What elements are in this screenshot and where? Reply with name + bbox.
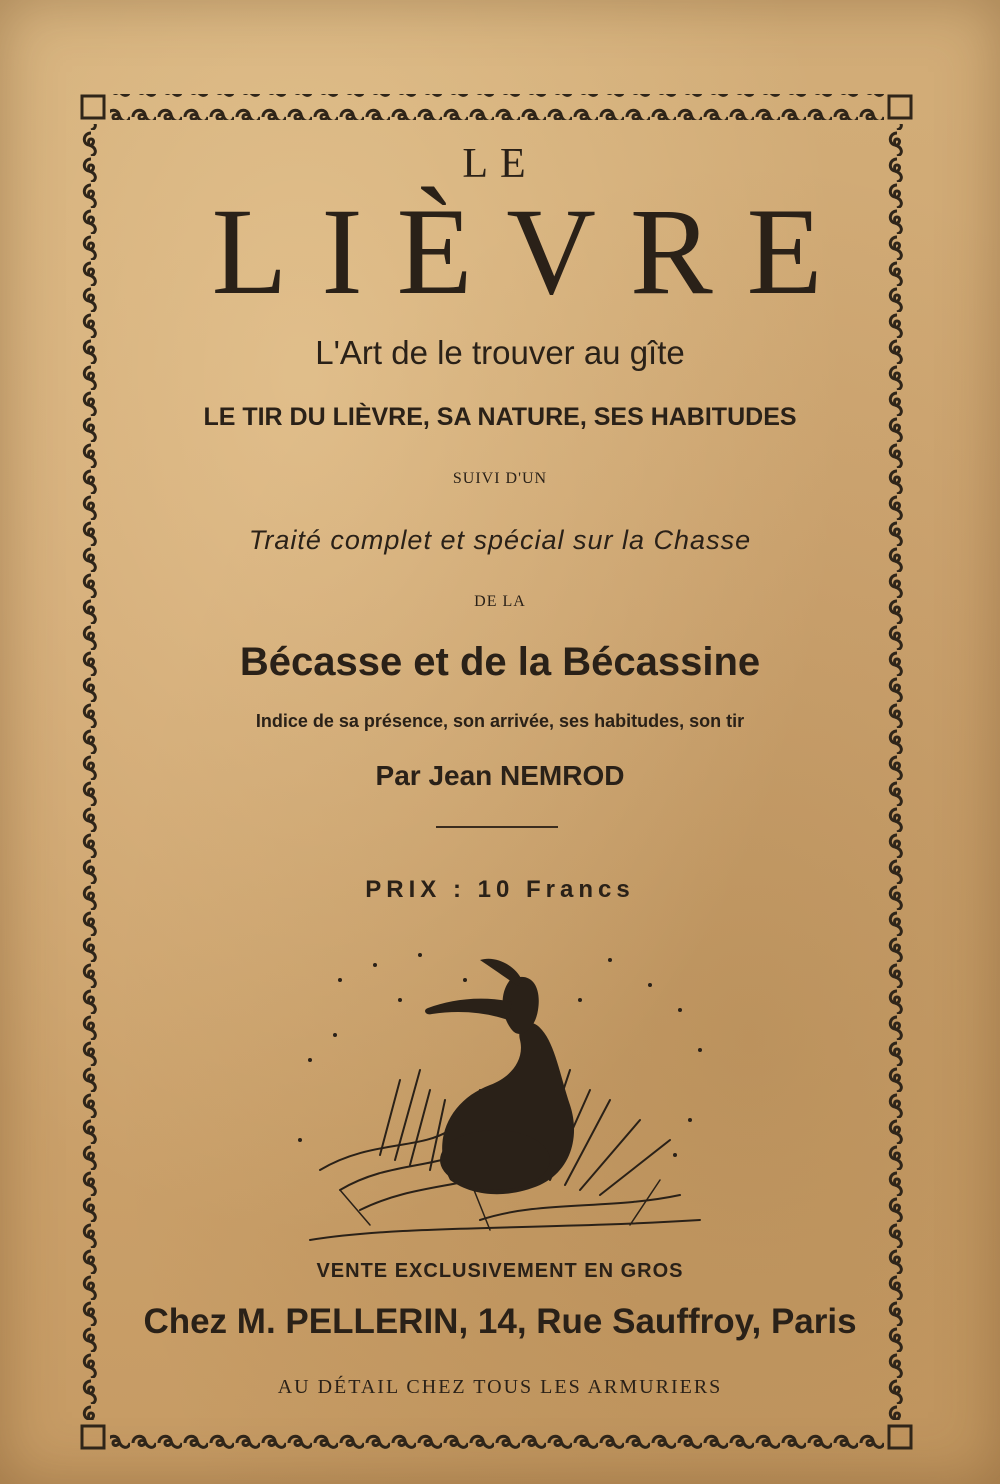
sale-note: VENTE EXCLUSIVEMENT EN GROS xyxy=(316,1260,684,1282)
birds-title: Bécasse et de la Bécassine xyxy=(239,640,761,684)
author-line: Par Jean NEMROD xyxy=(375,760,625,791)
book-title: LIÈVRE xyxy=(211,183,857,320)
of-the-line: DE LA xyxy=(474,593,526,610)
bird-topics-line: Indice de sa présence, son arrivée, ses habitudes, son tir xyxy=(255,711,745,731)
publisher-line: Chez M. PELLERIN, 14, Rue Sauffroy, Paris xyxy=(143,1302,857,1341)
topics-line: LE TIR DU LIÈVRE, SA NATURE, SES HABITUDES xyxy=(203,403,797,431)
retail-note: AU DÉTAIL CHEZ TOUS LES ARMURIERS xyxy=(277,1376,723,1398)
title-article: LE xyxy=(462,141,538,187)
followed-by-line: SUIVI D'UN xyxy=(452,470,548,487)
price-line: PRIX : 10 Francs xyxy=(365,876,635,903)
subtitle: L'Art de le trouver au gîte xyxy=(315,334,685,371)
hare-in-grass-illustration xyxy=(280,940,720,1250)
treatise-line: Traité complet et spécial sur la Chasse xyxy=(248,525,752,555)
divider-rule xyxy=(436,826,558,828)
